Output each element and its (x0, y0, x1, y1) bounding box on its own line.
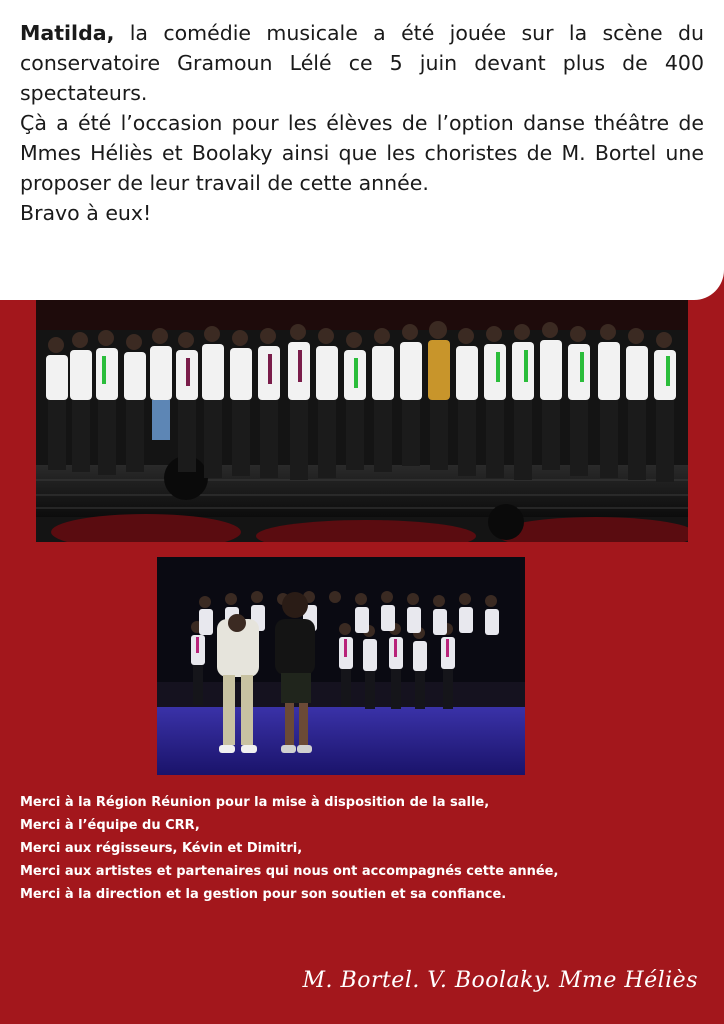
group-photo-illustration (36, 300, 688, 542)
intro-line-3: Bravo à eux! (20, 201, 152, 225)
intro-panel (0, 0, 724, 300)
thanks-line: Merci à l’équipe du CRR, (20, 818, 200, 833)
group-photo (36, 300, 688, 542)
bow-photo-illustration (157, 557, 525, 775)
intro-paragraph (20, 18, 704, 228)
intro-line-1: la comédie musicale a été jouée sur la scène du conservatoire Gramoun Lélé ce 5 juin devant plus de 400 spectateurs. (20, 21, 704, 105)
thanks-line: Merci à la direction et la gestion pour son soutien et sa confiance. (20, 887, 507, 902)
bow-photo (157, 557, 525, 775)
thanks-list (20, 791, 704, 906)
thanks-line: Merci aux artistes et partenaires qui nous ont accompagnés cette année, (20, 864, 559, 879)
show-title: Matilda, (20, 21, 115, 45)
thanks-line: Merci aux régisseurs, Kévin et Dimitri, (20, 841, 303, 856)
intro-line-2: Çà a été l’occasion pour les élèves de l’option danse théâtre de Mmes Héliès et Boolaky ainsi que les choristes de M. Bortel une proposer de leur travail de cette année. (20, 111, 704, 195)
thanks-line: Merci à la Région Réunion pour la mise à disposition de la salle, (20, 795, 490, 810)
signature: M. Bortel. V. Boolaky. Mme Héliès (302, 968, 698, 993)
